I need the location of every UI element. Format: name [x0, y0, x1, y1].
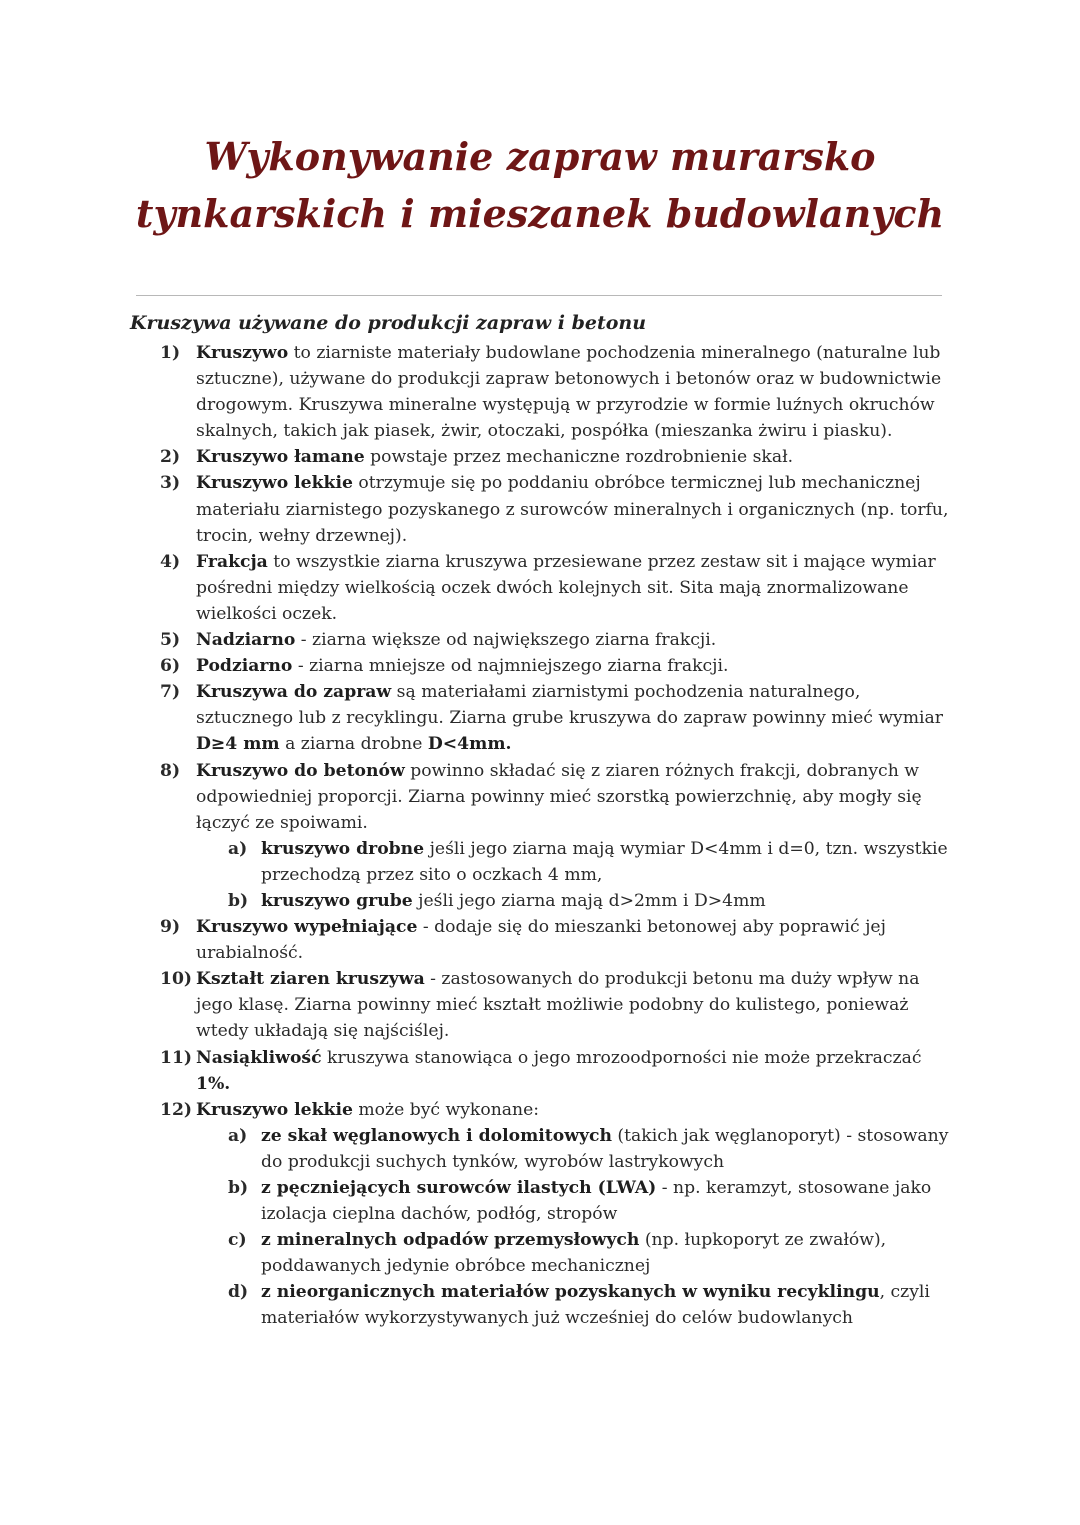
list-item-text: może być wykonane:	[352, 1099, 540, 1120]
list-item-term: Kształt ziaren kruszywa	[196, 969, 425, 990]
list-item	[160, 627, 960, 653]
sub-list-item	[160, 836, 960, 888]
document-title: Wykonywanie zapraw murarsko tynkarskich i mieszanek budowlanych	[135, 134, 945, 236]
list-item-number: 1)	[160, 343, 181, 363]
sub-list-item-letter: a)	[228, 838, 248, 859]
list-item-term: D<4mm.	[427, 734, 512, 755]
sub-list-item-letter: b)	[228, 1178, 249, 1198]
list-item-text: a ziarna drobne	[279, 734, 428, 755]
sub-list-item-text: (np. łupkoporyt ze zwałów), poddawanych jedynie obróbce mechanicznej	[261, 1230, 887, 1277]
sub-list-item-text: jeśli jego ziarna mają d>2mm i D>4mm	[412, 890, 766, 911]
list-item-term: Kruszywo lekkie	[196, 473, 353, 494]
list-item-text: powstaje przez mechaniczne rozdrobnienie skał.	[364, 447, 794, 468]
numbered-list	[160, 340, 960, 1332]
sub-list-item-text: , czyli materiałów wykorzystywanych już wcześniej do celów budowlanych	[261, 1282, 930, 1329]
sub-list-item-letter: c)	[228, 1230, 247, 1251]
list-item-number: 11)	[160, 1047, 193, 1068]
list-item-number: 2)	[160, 447, 181, 468]
list-item-text: - ziarna większe od największego ziarna frakcji.	[295, 630, 717, 651]
list-item	[160, 1097, 960, 1123]
sub-list-item	[160, 1175, 960, 1227]
list-item	[160, 470, 960, 548]
list-item-term: Kruszywo do betonów	[196, 760, 405, 781]
list-item-text: - dodaje się do mieszanki betonowej aby poprawić jej urabialność.	[196, 917, 886, 964]
list-item-number: 4)	[160, 551, 181, 572]
sub-list-item-letter: d)	[228, 1282, 249, 1303]
sub-list-item	[160, 1279, 960, 1331]
list-item-number: 3)	[160, 473, 181, 494]
sub-list-item-letter: b)	[228, 890, 249, 911]
list-item-term: 1%.	[196, 1073, 231, 1094]
list-item	[160, 758, 960, 836]
list-item-text: kruszywa stanowiąca o jego mrozoodporności nie może przekraczać	[321, 1047, 922, 1068]
sub-list-item-term: kruszywo drobne	[261, 838, 425, 859]
list-item-term: Kruszywo łamane	[196, 447, 365, 468]
list-item-term: Kruszywa do zapraw	[196, 682, 392, 703]
list-item	[160, 1045, 960, 1097]
list-item-text: to ziarniste materiały budowlane pochodzenia mineralnego (naturalne lub sztuczne), używane do produkcji zapraw betonowych i betonów oraz w budownictwie drogowym. Kruszywa mineralne występują w przyrodzie w formie luźnych okruchów skalnych, takich jak piasek, żwir, otoczaki, pospółka (mieszanka żwiru i piasku).	[196, 343, 942, 442]
list-item-term: Nadziarno	[196, 630, 296, 651]
list-item	[160, 444, 960, 470]
sub-list-item-letter: a)	[228, 1125, 248, 1146]
list-item-number: 8)	[160, 760, 181, 781]
list-item	[160, 914, 960, 966]
list-item-text: otrzymuje się po poddaniu obróbce termicznej lub mechanicznej materiału ziarnistego pozyskanego z surowców mineralnych i organicznych (np. torfu, trocin, wełny drzewnej).	[196, 473, 949, 546]
list-item	[160, 679, 960, 757]
list-item-term: Kruszywo lekkie	[196, 1099, 353, 1120]
sub-list-item-text: - np. keramzyt, stosowane jako izolacja cieplna dachów, podłóg, stropów	[261, 1178, 932, 1225]
list-item-text: są materiałami ziarnistymi pochodzenia naturalnego, sztucznego lub z recyklingu. Ziarna grube kruszywa do zapraw powinny mieć wymiar	[196, 682, 944, 729]
sub-list-item-term: z nieorganicznych materiałów pozyskanych w wyniku recyklingu	[261, 1282, 880, 1303]
list-item-number: 7)	[160, 682, 181, 703]
list-item-number: 5)	[160, 630, 181, 651]
sub-list-item-term: z pęczniejących surowców ilastych (LWA)	[261, 1178, 657, 1198]
list-item-text: powinno składać się z ziaren różnych frakcji, dobranych w odpowiedniej proporcji. Ziarna powinny mieć szorstką powierzchnię, aby mogły się łączyć ze spoiwami.	[196, 760, 922, 833]
list-item	[160, 966, 960, 1044]
sub-list-item-term: z mineralnych odpadów przemysłowych	[261, 1230, 640, 1251]
list-item-text: - zastosowanych do produkcji betonu ma duży wpływ na jego klasę. Ziarna powinny mieć kształt możliwie podobny do kulistego, ponieważ wtedy układają się najściślej.	[196, 969, 920, 1042]
sub-list-item	[160, 1227, 960, 1279]
list-item-text: to wszystkie ziarna kruszywa przesiewane przez zestaw sit i mające wymiar pośredni między wielkością oczek dwóch kolejnych sit. Sita mają znormalizowane wielkości oczek.	[196, 551, 936, 624]
list-item-number: 6)	[160, 656, 181, 677]
sub-list-item-text: jeśli jego ziarna mają wymiar D<4mm i d=0, tzn. wszystkie przechodzą przez sito o oczkach 4 mm,	[261, 838, 948, 885]
sub-list-item-term: kruszywo grube	[261, 890, 413, 911]
list-item-number: 10)	[160, 969, 193, 990]
sub-list-item	[160, 1123, 960, 1175]
list-item-text: - ziarna mniejsze od najmniejszego ziarna frakcji.	[292, 656, 729, 677]
sub-list-item-term: ze skał węglanowych i dolomitowych	[261, 1125, 612, 1146]
section-heading: Kruszywa używane do produkcji zapraw i betonu	[130, 312, 647, 334]
sub-list-item-text: (takich jak węglanoporyt) - stosowany do produkcji suchych tynków, wyrobów lastrykowych	[261, 1125, 949, 1172]
list-item	[160, 340, 960, 444]
list-item-term: Podziarno	[196, 656, 293, 677]
list-item-number: 9)	[160, 917, 181, 938]
list-item	[160, 653, 960, 679]
sub-list-item	[160, 888, 960, 914]
list-item-term: Frakcja	[196, 551, 268, 572]
list-item-term: Kruszywo wypełniające	[196, 917, 418, 938]
list-item-term: Nasiąkliwość	[196, 1047, 322, 1068]
list-item-term: D≥4 mm	[196, 734, 280, 755]
list-item-number: 12)	[160, 1099, 193, 1120]
horizontal-divider	[136, 295, 942, 296]
list-item-term: Kruszywo	[196, 343, 289, 363]
list-item	[160, 549, 960, 627]
